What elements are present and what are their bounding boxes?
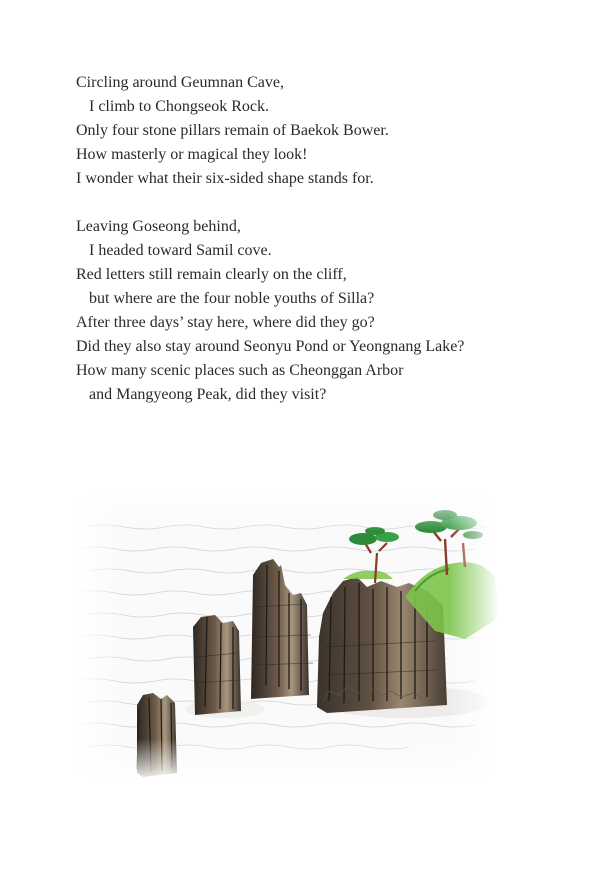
poem-line: Red letters still remain clearly on the cliff,	[76, 266, 347, 283]
poem-line: How many scenic places such as Cheonggan Arbor	[76, 362, 404, 379]
poem-line: I headed toward Samil cove.	[89, 242, 272, 259]
poem-line: and Mangyeong Peak, did they visit?	[89, 386, 327, 403]
poem-line: I wonder what their six-sided shape stands for.	[76, 170, 374, 187]
stanza-1	[76, 71, 576, 191]
stone-pillars-illustration	[75, 487, 500, 783]
poem-line: How masterly or magical they look!	[76, 146, 308, 163]
poem-line: Leaving Goseong behind,	[76, 218, 241, 235]
poem-text	[76, 71, 576, 407]
stanza-2	[76, 215, 576, 407]
poem-line: Did they also stay around Seonyu Pond or Yeongnang Lake?	[76, 338, 465, 355]
poem-line: I climb to Chongseok Rock.	[89, 98, 269, 115]
poem-line: Circling around Geumnan Cave,	[76, 74, 284, 91]
poem-line: After three days’ stay here, where did they go?	[76, 314, 375, 331]
poem-line: but where are the four noble youths of Silla?	[89, 290, 375, 307]
poem-line: Only four stone pillars remain of Baekok Bower.	[76, 122, 389, 139]
